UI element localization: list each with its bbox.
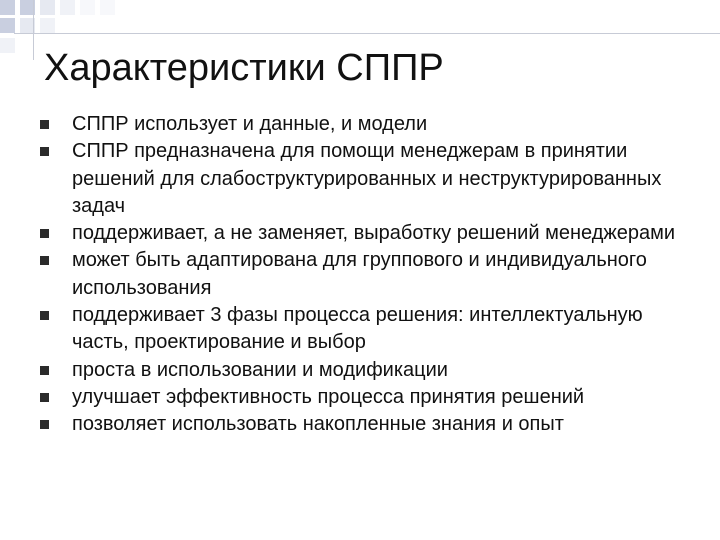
bullet-text: улучшает эффективность процесса принятия решений (72, 385, 585, 408)
square-bullet-icon (40, 256, 49, 265)
decorative-vertical-rule (33, 0, 34, 60)
square-bullet-icon (40, 420, 49, 429)
bullet-item (40, 247, 680, 302)
bullet-item (40, 384, 680, 411)
bullet-text: поддерживает 3 фазы процесса решения: интеллектуальную часть, проектирование и выбор (72, 304, 643, 354)
corner-square (0, 38, 15, 53)
bullet-text: СППР использует и данные, и модели (72, 113, 428, 135)
bullet-list (40, 111, 680, 439)
bullet-item (40, 220, 680, 247)
corner-square (0, 0, 15, 15)
bullet-text: поддерживает, а не заменяет, выработку решений менеджерами (72, 222, 676, 245)
bullet-text: проста в использовании и модификации (72, 358, 448, 381)
square-bullet-icon (40, 393, 49, 402)
bullet-item (40, 302, 680, 357)
bullet-text: СППР предназначена для помощи менеджерам в принятии решений для слабоструктурированных и неструктурированных задач (72, 140, 662, 217)
bullet-item (40, 111, 680, 138)
bullet-item (40, 138, 680, 220)
square-bullet-icon (40, 147, 49, 156)
corner-square (0, 18, 15, 33)
bullet-item (40, 357, 680, 384)
corner-square (40, 18, 55, 33)
bullet-text: может быть адаптирована для группового и индивидуального использования (72, 249, 647, 299)
corner-square (100, 0, 115, 15)
bullet-text: позволяет использовать накопленные знания и опыт (72, 413, 564, 436)
corner-square (40, 0, 55, 15)
corner-square (80, 0, 95, 15)
square-bullet-icon (40, 366, 49, 375)
square-bullet-icon (40, 120, 49, 129)
square-bullet-icon (40, 311, 49, 320)
decorative-horizontal-rule (14, 33, 720, 34)
corner-square (60, 0, 75, 15)
square-bullet-icon (40, 229, 49, 238)
slide-title: Характеристики СППР (44, 47, 444, 89)
bullet-item (40, 411, 680, 438)
